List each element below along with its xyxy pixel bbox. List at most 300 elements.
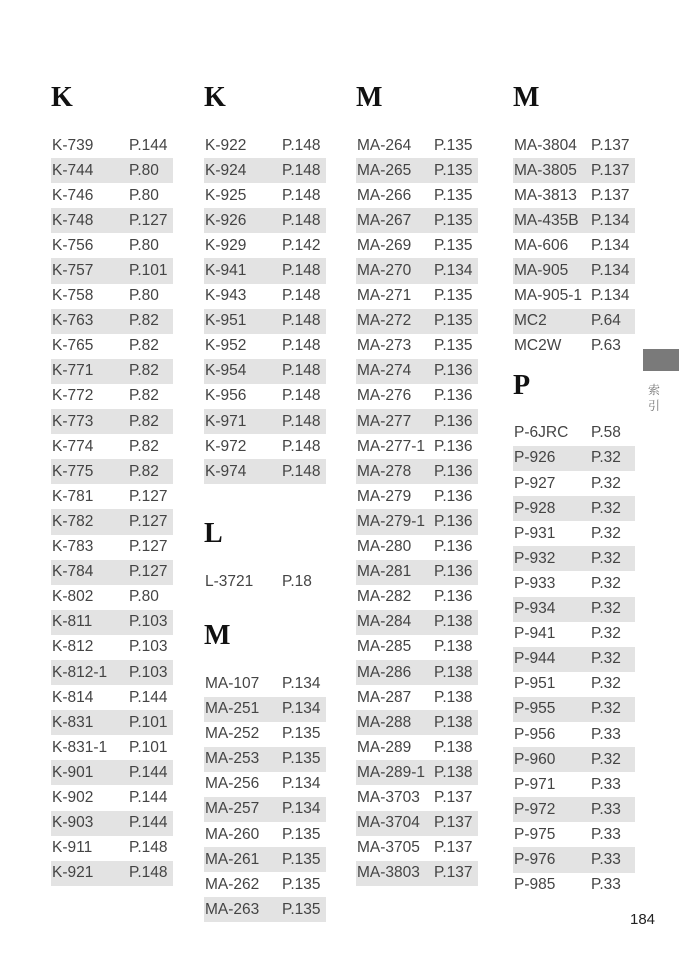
model-code: MA-3805 xyxy=(514,161,577,179)
index-row xyxy=(513,747,635,772)
model-code: MA-272 xyxy=(357,312,412,330)
index-row xyxy=(356,760,478,785)
index-row xyxy=(51,535,173,560)
model-code: P-975 xyxy=(514,825,556,843)
section-heading: P xyxy=(513,369,531,401)
index-row xyxy=(356,158,478,183)
model-code: MA-260 xyxy=(205,825,260,843)
model-code: MA-264 xyxy=(357,136,412,154)
page-reference: P.138 xyxy=(434,738,473,756)
index-row xyxy=(356,811,478,836)
model-code: MA-3803 xyxy=(357,864,420,882)
model-code: K-758 xyxy=(52,287,94,305)
model-code: MA-285 xyxy=(357,638,412,656)
index-row xyxy=(51,710,173,735)
model-code: L-3721 xyxy=(205,572,254,590)
model-code: MA-905-1 xyxy=(514,287,583,305)
model-code: K-774 xyxy=(52,437,94,455)
index-row xyxy=(51,284,173,309)
page-reference: P.135 xyxy=(282,875,321,893)
index-row xyxy=(204,233,326,258)
model-code: K-831 xyxy=(52,713,94,731)
page-reference: P.33 xyxy=(591,775,621,793)
page-reference: P.135 xyxy=(434,186,473,204)
index-row xyxy=(356,660,478,685)
index-row xyxy=(51,735,173,760)
page-reference: P.134 xyxy=(282,800,321,818)
index-row xyxy=(356,836,478,861)
page-reference: P.135 xyxy=(282,725,321,743)
page-reference: P.80 xyxy=(129,236,159,254)
page-reference: P.148 xyxy=(282,312,321,330)
model-code: MA-282 xyxy=(357,588,412,606)
page-number: 184 xyxy=(630,911,656,928)
page-reference: P.138 xyxy=(434,663,473,681)
model-code: MA-251 xyxy=(205,700,260,718)
page-reference: P.148 xyxy=(282,462,321,480)
page-reference: P.127 xyxy=(129,538,168,556)
model-code: K-812 xyxy=(52,638,94,656)
model-code: P-971 xyxy=(514,775,556,793)
model-code: MA-267 xyxy=(357,211,412,229)
page-reference: P.135 xyxy=(434,161,473,179)
section-heading: M xyxy=(513,82,540,113)
model-code: K-831-1 xyxy=(52,738,108,756)
index-row xyxy=(51,258,173,283)
model-code: MA-263 xyxy=(205,900,260,918)
model-code: MA-280 xyxy=(357,538,412,556)
page-reference: P.32 xyxy=(591,549,621,567)
model-code: K-781 xyxy=(52,487,94,505)
index-row xyxy=(204,309,326,334)
page-reference: P.135 xyxy=(434,312,473,330)
model-code: K-802 xyxy=(52,588,94,606)
page-reference: P.80 xyxy=(129,287,159,305)
index-row xyxy=(513,309,635,334)
page-reference: P.138 xyxy=(434,638,473,656)
page-reference: P.32 xyxy=(591,449,621,467)
model-code: P-932 xyxy=(514,549,556,567)
page-reference: P.135 xyxy=(282,900,321,918)
page-reference: P.127 xyxy=(129,512,168,530)
page-reference: P.103 xyxy=(129,613,168,631)
index-row xyxy=(356,560,478,585)
section-heading: L xyxy=(204,518,223,550)
page-reference: P.101 xyxy=(129,713,168,731)
index-row xyxy=(204,359,326,384)
model-code: K-911 xyxy=(52,839,93,857)
index-row xyxy=(51,760,173,785)
page-reference: P.148 xyxy=(282,136,321,154)
index-row xyxy=(204,158,326,183)
model-code: K-902 xyxy=(52,788,94,806)
model-code: K-773 xyxy=(52,412,94,430)
page-reference: P.136 xyxy=(434,412,473,430)
page-reference: P.144 xyxy=(129,814,168,832)
index-column-1 xyxy=(51,84,173,886)
page-reference: P.134 xyxy=(282,700,321,718)
page-reference: P.135 xyxy=(282,750,321,768)
index-row xyxy=(51,384,173,409)
page-reference: P.135 xyxy=(434,236,473,254)
model-code: P-926 xyxy=(514,449,556,467)
model-code: MA-905 xyxy=(514,262,569,280)
page-reference: P.148 xyxy=(282,262,321,280)
index-row xyxy=(356,509,478,534)
page-reference: P.136 xyxy=(434,362,473,380)
page-reference: P.134 xyxy=(434,262,473,280)
section-spacer xyxy=(204,594,326,622)
index-row xyxy=(513,647,635,672)
page-reference: P.148 xyxy=(282,437,321,455)
index-row xyxy=(513,334,635,359)
model-code: MA-262 xyxy=(205,875,260,893)
model-code: MA-3705 xyxy=(357,839,420,857)
index-row xyxy=(513,133,635,158)
model-code: P-931 xyxy=(514,524,556,542)
index-column-2 xyxy=(204,84,326,922)
page-reference: P.148 xyxy=(282,337,321,355)
index-row xyxy=(513,722,635,747)
page-reference: P.82 xyxy=(129,387,159,405)
index-row xyxy=(356,610,478,635)
model-code: MA-277-1 xyxy=(357,437,426,455)
model-code: P-928 xyxy=(514,499,556,517)
page-reference: P.136 xyxy=(434,512,473,530)
model-code: K-784 xyxy=(52,563,94,581)
model-code: K-952 xyxy=(205,337,247,355)
model-code: K-739 xyxy=(52,136,94,154)
page-reference: P.134 xyxy=(282,775,321,793)
index-row xyxy=(204,183,326,208)
page-reference: P.33 xyxy=(591,825,621,843)
index-row xyxy=(356,535,478,560)
index-row xyxy=(356,685,478,710)
model-code: P-976 xyxy=(514,850,556,868)
model-code: MA-276 xyxy=(357,387,412,405)
model-code: K-929 xyxy=(205,236,247,254)
page-reference: P.32 xyxy=(591,675,621,693)
model-code: MA-269 xyxy=(357,236,412,254)
page-reference: P.101 xyxy=(129,262,168,280)
model-code: P-960 xyxy=(514,750,556,768)
index-row xyxy=(513,546,635,571)
index-row xyxy=(51,133,173,158)
index-row xyxy=(513,158,635,183)
model-code: MA-257 xyxy=(205,800,260,818)
index-row xyxy=(51,509,173,534)
index-row xyxy=(51,484,173,509)
page-reference: P.136 xyxy=(434,538,473,556)
model-code: MA-289-1 xyxy=(357,763,426,781)
page-reference: P.138 xyxy=(434,613,473,631)
page-reference: P.32 xyxy=(591,700,621,718)
model-code: K-744 xyxy=(52,161,94,179)
index-row xyxy=(51,434,173,459)
index-row xyxy=(513,672,635,697)
model-code: K-921 xyxy=(52,864,94,882)
page-reference: P.138 xyxy=(434,713,473,731)
page-reference: P.103 xyxy=(129,638,168,656)
index-row xyxy=(204,409,326,434)
index-row xyxy=(51,334,173,359)
index-row xyxy=(356,585,478,610)
model-code: K-956 xyxy=(205,387,247,405)
index-row xyxy=(356,233,478,258)
model-code: K-812-1 xyxy=(52,663,108,681)
index-row xyxy=(204,671,326,696)
page-reference: P.148 xyxy=(282,161,321,179)
index-row xyxy=(51,861,173,886)
page-reference: P.64 xyxy=(591,312,621,330)
model-code: P-934 xyxy=(514,600,556,618)
page-reference: P.32 xyxy=(591,524,621,542)
page-reference: P.32 xyxy=(591,650,621,668)
page-reference: P.82 xyxy=(129,312,159,330)
index-row xyxy=(356,861,478,886)
index-row xyxy=(204,334,326,359)
page-reference: P.138 xyxy=(434,763,473,781)
index-row xyxy=(51,233,173,258)
index-row xyxy=(513,822,635,847)
page-reference: P.18 xyxy=(282,572,312,590)
page-reference: P.135 xyxy=(434,337,473,355)
model-code: K-771 xyxy=(52,362,94,380)
index-row xyxy=(356,434,478,459)
model-code: MA-107 xyxy=(205,674,260,692)
index-row xyxy=(204,133,326,158)
model-code: K-943 xyxy=(205,287,247,305)
index-row xyxy=(204,772,326,797)
model-code: K-924 xyxy=(205,161,247,179)
page-reference: P.135 xyxy=(434,136,473,154)
index-row xyxy=(51,836,173,861)
index-row xyxy=(513,571,635,596)
section-heading: M xyxy=(204,620,231,652)
model-code: MA-3813 xyxy=(514,186,577,204)
page-reference: P.148 xyxy=(282,211,321,229)
index-row xyxy=(356,309,478,334)
index-row xyxy=(204,384,326,409)
index-row xyxy=(356,785,478,810)
model-code: MA-287 xyxy=(357,688,412,706)
page-reference: P.136 xyxy=(434,462,473,480)
page-reference: P.82 xyxy=(129,337,159,355)
index-row xyxy=(51,560,173,585)
index-row xyxy=(204,897,326,922)
model-code: MC2W xyxy=(514,337,562,355)
index-row xyxy=(51,811,173,836)
page-reference: P.134 xyxy=(591,262,630,280)
page-reference: P.80 xyxy=(129,186,159,204)
page-reference: P.82 xyxy=(129,412,159,430)
page-reference: P.148 xyxy=(282,287,321,305)
page-reference: P.137 xyxy=(434,839,473,857)
page-reference: P.148 xyxy=(129,864,168,882)
index-row xyxy=(513,496,635,521)
model-code: MA-281 xyxy=(357,563,412,581)
index-row xyxy=(356,459,478,484)
page-reference: P.136 xyxy=(434,588,473,606)
section-spacer xyxy=(513,359,635,372)
page-reference: P.144 xyxy=(129,788,168,806)
page-reference: P.33 xyxy=(591,850,621,868)
page-reference: P.32 xyxy=(591,600,621,618)
index-row xyxy=(204,208,326,233)
model-code: K-748 xyxy=(52,211,94,229)
model-code: K-783 xyxy=(52,538,94,556)
index-row xyxy=(356,384,478,409)
model-code: P-956 xyxy=(514,725,556,743)
model-code: MA-273 xyxy=(357,337,412,355)
model-code: K-974 xyxy=(205,462,247,480)
model-code: MA-606 xyxy=(514,236,569,254)
model-code: K-926 xyxy=(205,211,247,229)
page-reference: P.127 xyxy=(129,487,168,505)
index-row xyxy=(356,484,478,509)
page-reference: P.137 xyxy=(591,161,630,179)
index-row xyxy=(513,622,635,647)
model-code: MA-274 xyxy=(357,362,412,380)
index-row xyxy=(356,635,478,660)
page-reference: P.148 xyxy=(282,387,321,405)
page-reference: P.148 xyxy=(282,362,321,380)
model-code: P-985 xyxy=(514,876,556,894)
model-code: MA-265 xyxy=(357,161,412,179)
page-reference: P.137 xyxy=(591,136,630,154)
model-code: P-933 xyxy=(514,574,556,592)
model-code: K-772 xyxy=(52,387,94,405)
page-reference: P.137 xyxy=(434,864,473,882)
index-row xyxy=(204,258,326,283)
index-row xyxy=(51,635,173,660)
index-row xyxy=(356,284,478,309)
model-code: P-951 xyxy=(514,675,556,693)
model-code: P-941 xyxy=(514,625,556,643)
model-code: MA-3704 xyxy=(357,814,420,832)
page-reference: P.135 xyxy=(282,825,321,843)
model-code: K-954 xyxy=(205,362,247,380)
page-reference: P.135 xyxy=(434,287,473,305)
model-code: K-814 xyxy=(52,688,94,706)
index-row xyxy=(51,183,173,208)
page-reference: P.32 xyxy=(591,574,621,592)
page-reference: P.137 xyxy=(591,186,630,204)
model-code: K-951 xyxy=(205,312,247,330)
page-reference: P.136 xyxy=(434,387,473,405)
model-code: MA-3703 xyxy=(357,788,420,806)
model-code: MA-284 xyxy=(357,613,412,631)
index-row xyxy=(51,309,173,334)
index-row xyxy=(204,847,326,872)
model-code: MA-289 xyxy=(357,738,412,756)
index-row xyxy=(356,183,478,208)
index-row xyxy=(204,459,326,484)
index-row xyxy=(513,521,635,546)
model-code: MA-252 xyxy=(205,725,260,743)
page-reference: P.144 xyxy=(129,763,168,781)
model-code: MA-278 xyxy=(357,462,412,480)
section-spacer xyxy=(204,484,326,520)
section-tab-marker xyxy=(643,349,679,371)
model-code: P-955 xyxy=(514,700,556,718)
index-row xyxy=(513,284,635,309)
page-reference: P.33 xyxy=(591,800,621,818)
page-reference: P.103 xyxy=(129,663,168,681)
page-reference: P.136 xyxy=(434,563,473,581)
index-column-3 xyxy=(356,84,478,886)
index-row xyxy=(204,434,326,459)
model-code: MA-266 xyxy=(357,186,412,204)
model-code: K-765 xyxy=(52,337,94,355)
page-reference: P.33 xyxy=(591,725,621,743)
model-code: K-756 xyxy=(52,236,94,254)
index-row xyxy=(356,258,478,283)
page-reference: P.58 xyxy=(591,424,621,442)
page-reference: P.82 xyxy=(129,437,159,455)
index-row xyxy=(51,610,173,635)
model-code: P-6JRC xyxy=(514,424,569,442)
section-heading: K xyxy=(204,82,226,113)
index-row xyxy=(356,133,478,158)
section-tab-label: 索引 xyxy=(647,383,660,413)
model-code: MA-435B xyxy=(514,211,579,229)
model-code: K-763 xyxy=(52,312,94,330)
page-reference: P.136 xyxy=(434,487,473,505)
index-row xyxy=(513,183,635,208)
index-column-4 xyxy=(513,84,635,898)
model-code: MA-256 xyxy=(205,775,260,793)
page-reference: P.137 xyxy=(434,814,473,832)
model-code: MA-261 xyxy=(205,850,260,868)
model-code: P-927 xyxy=(514,474,556,492)
model-code: MA-3804 xyxy=(514,136,577,154)
index-row xyxy=(356,735,478,760)
page-reference: P.32 xyxy=(591,474,621,492)
page-reference: P.127 xyxy=(129,563,168,581)
section-heading: K xyxy=(51,82,73,113)
model-code: MA-279 xyxy=(357,487,412,505)
model-code: K-922 xyxy=(205,136,247,154)
page-reference: P.80 xyxy=(129,588,159,606)
page-reference: P.136 xyxy=(434,437,473,455)
index-row xyxy=(204,797,326,822)
page-reference: P.32 xyxy=(591,499,621,517)
page-reference: P.134 xyxy=(282,674,321,692)
index-row xyxy=(51,785,173,810)
model-code: MA-277 xyxy=(357,412,412,430)
index-row xyxy=(51,208,173,233)
page-reference: P.32 xyxy=(591,625,621,643)
page-reference: P.148 xyxy=(282,412,321,430)
model-code: K-775 xyxy=(52,462,94,480)
model-code: MA-279-1 xyxy=(357,512,426,530)
index-row xyxy=(204,747,326,772)
model-code: K-811 xyxy=(52,613,93,631)
model-code: P-972 xyxy=(514,800,556,818)
page-reference: P.144 xyxy=(129,688,168,706)
page-reference: P.144 xyxy=(129,136,168,154)
page-reference: P.148 xyxy=(282,186,321,204)
page-reference: P.127 xyxy=(129,211,168,229)
page-reference: P.134 xyxy=(591,211,630,229)
model-code: P-944 xyxy=(514,650,556,668)
index-row xyxy=(51,685,173,710)
index-row xyxy=(51,158,173,183)
page-reference: P.82 xyxy=(129,462,159,480)
index-row xyxy=(51,660,173,685)
page-reference: P.142 xyxy=(282,236,321,254)
